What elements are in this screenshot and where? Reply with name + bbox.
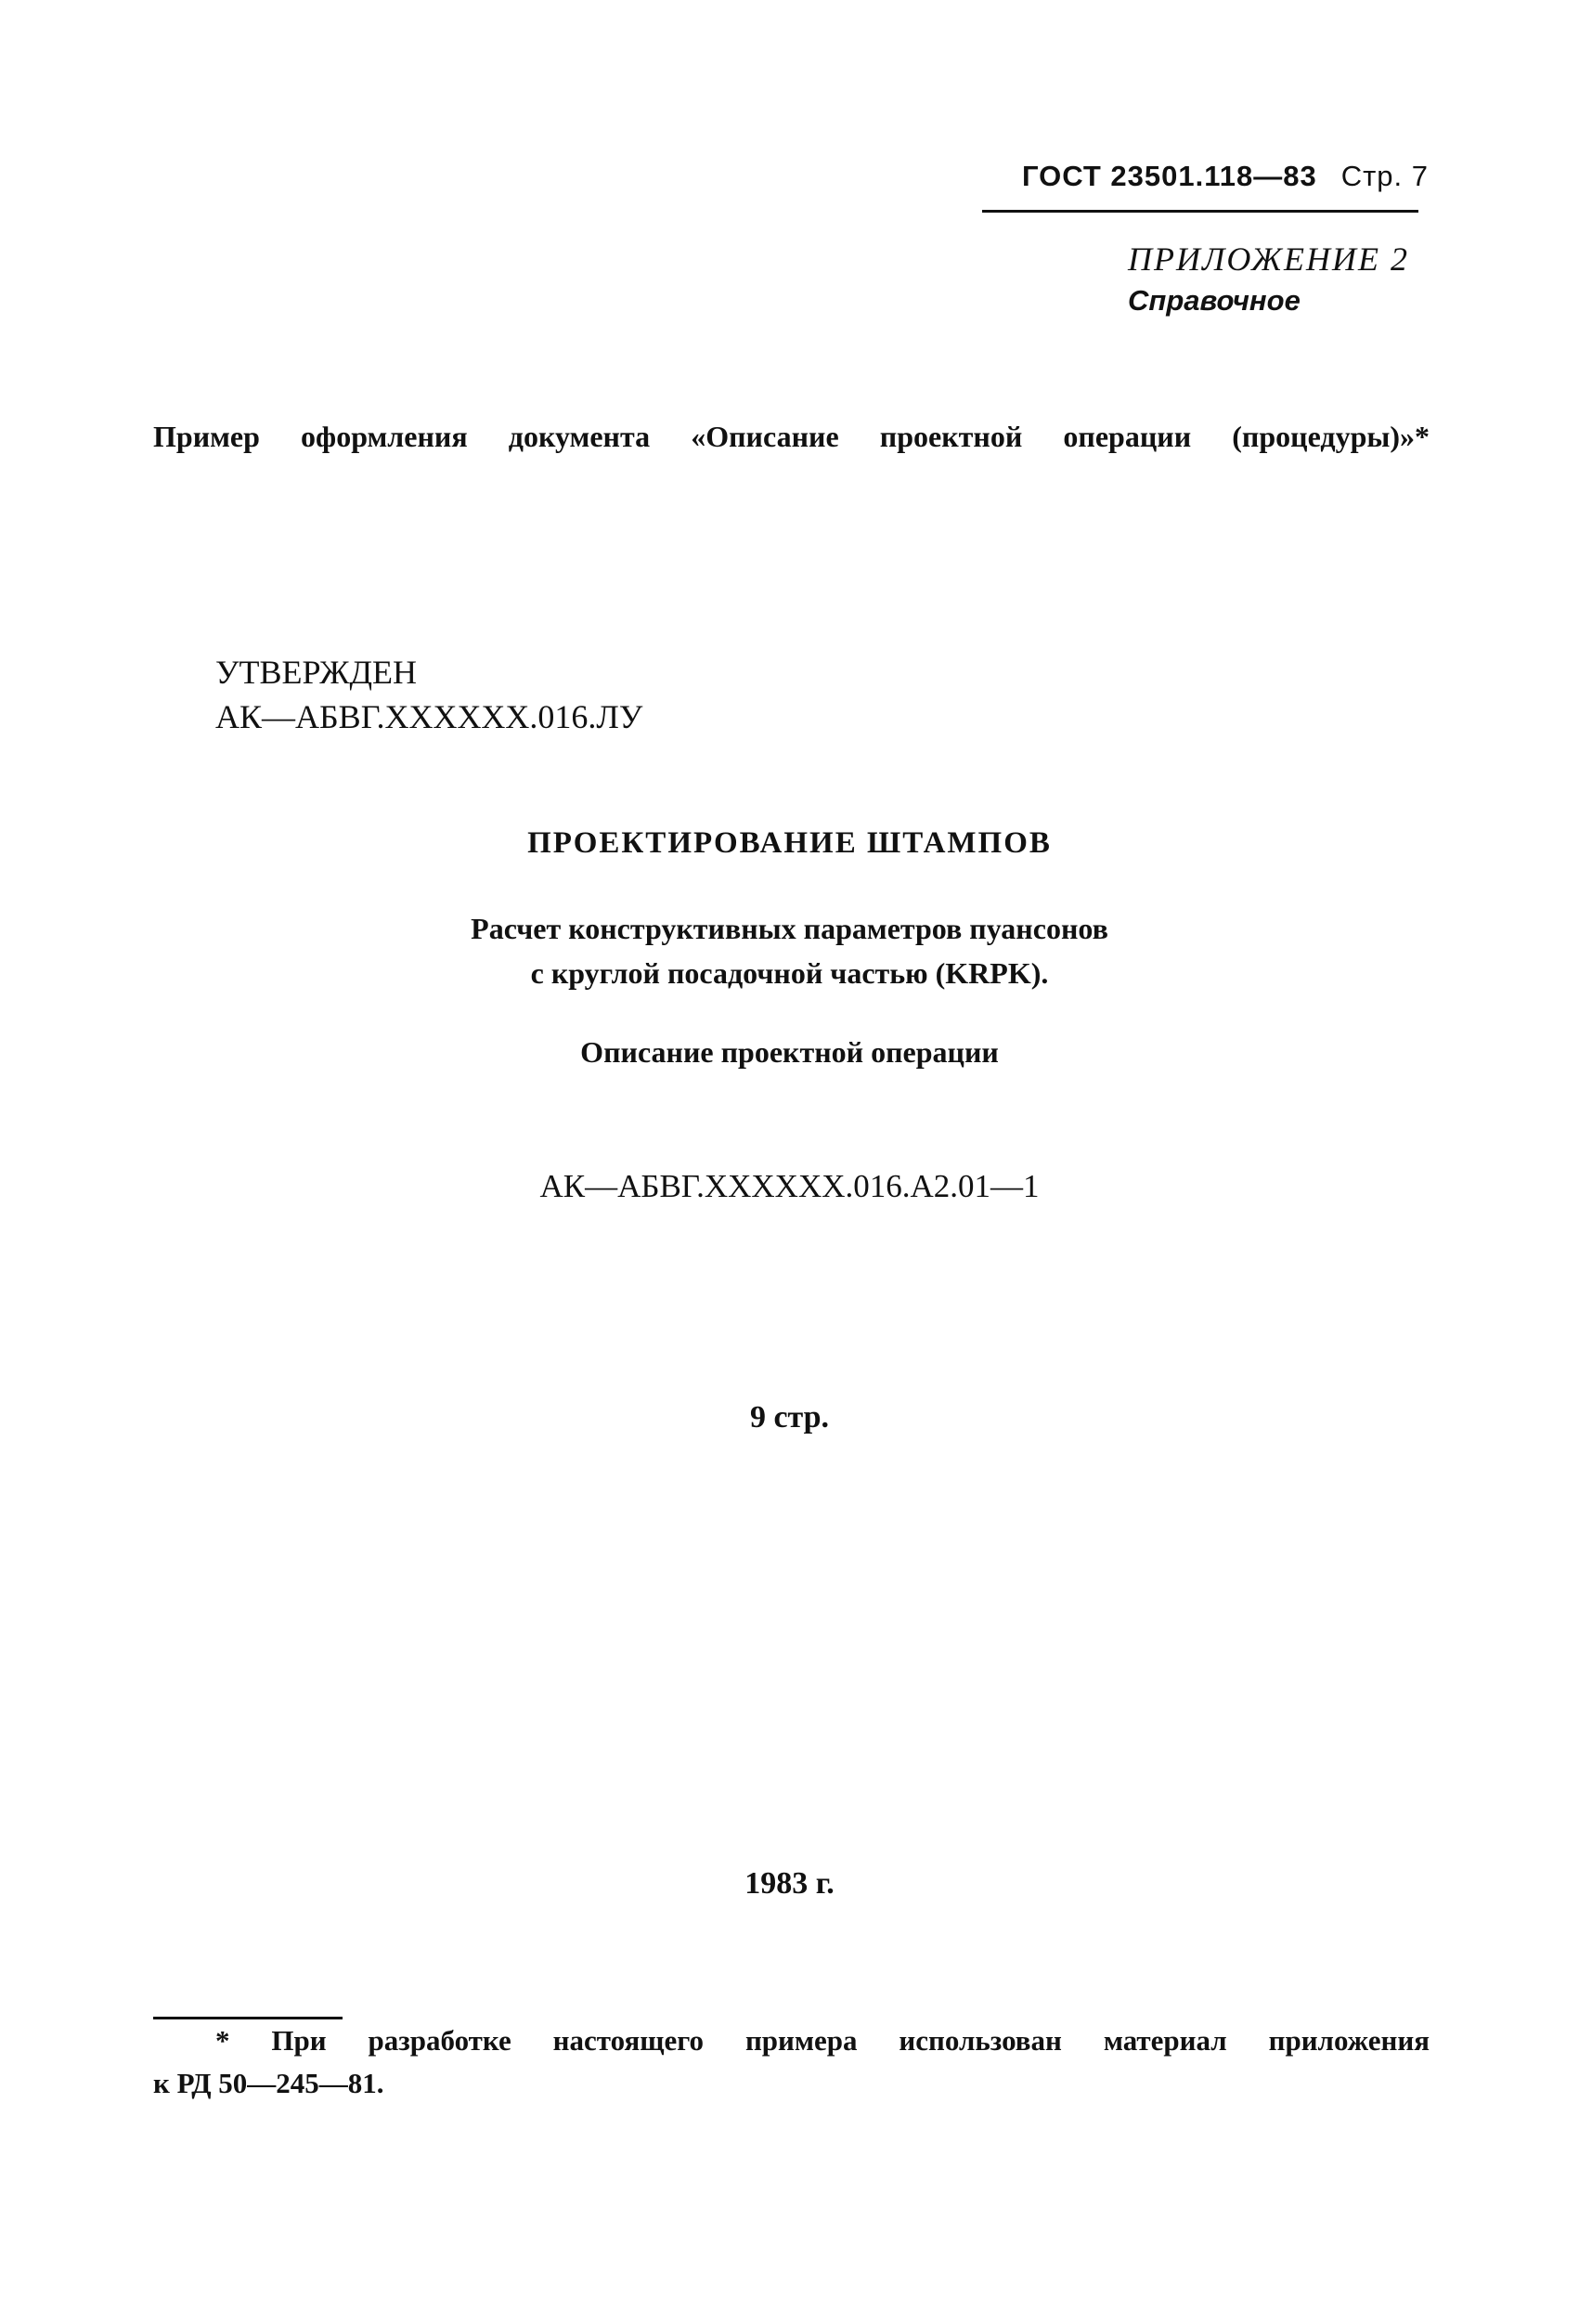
document-title: ПРОЕКТИРОВАНИЕ ШТАМПОВ [527, 826, 1052, 860]
page-number: Стр. 7 [1340, 160, 1429, 192]
document-subtitle-line-1: Расчет конструктивных параметров пуансонов [471, 912, 1108, 945]
footnote-line-2: к РД 50—245—81. [153, 2067, 384, 2099]
approval-label: УТВЕРЖДЕН [215, 654, 418, 691]
approval-code: АК—АБВГ.XXXXXX.016.ЛУ [215, 698, 643, 735]
header-rule [982, 210, 1418, 213]
document-subtitle-line-2: с круглой посадочной частью (KRPK). [530, 956, 1049, 990]
footnote-rule [153, 2017, 343, 2019]
footnote-line-1: * При разработке настоящего примера использован материал приложения [215, 2024, 1430, 2057]
appendix-subtitle: Справочное [1128, 284, 1301, 317]
example-title: Пример оформления документа «Описание проектной операции (процедуры)»* [153, 420, 1430, 453]
document-subtitle-line-3: Описание проектной операции [580, 1035, 999, 1069]
page-count: 9 стр. [749, 1400, 830, 1435]
document-code: АК—АБВГ.XXXXXX.016.А2.01—1 [539, 1168, 1040, 1204]
page-header [1022, 160, 1429, 193]
appendix-title: ПРИЛОЖЕНИЕ 2 [1128, 240, 1409, 278]
standard-number: ГОСТ 23501.118—83 [1021, 160, 1317, 192]
approval-block [215, 650, 642, 739]
document-year: 1983 г. [744, 1866, 835, 1901]
